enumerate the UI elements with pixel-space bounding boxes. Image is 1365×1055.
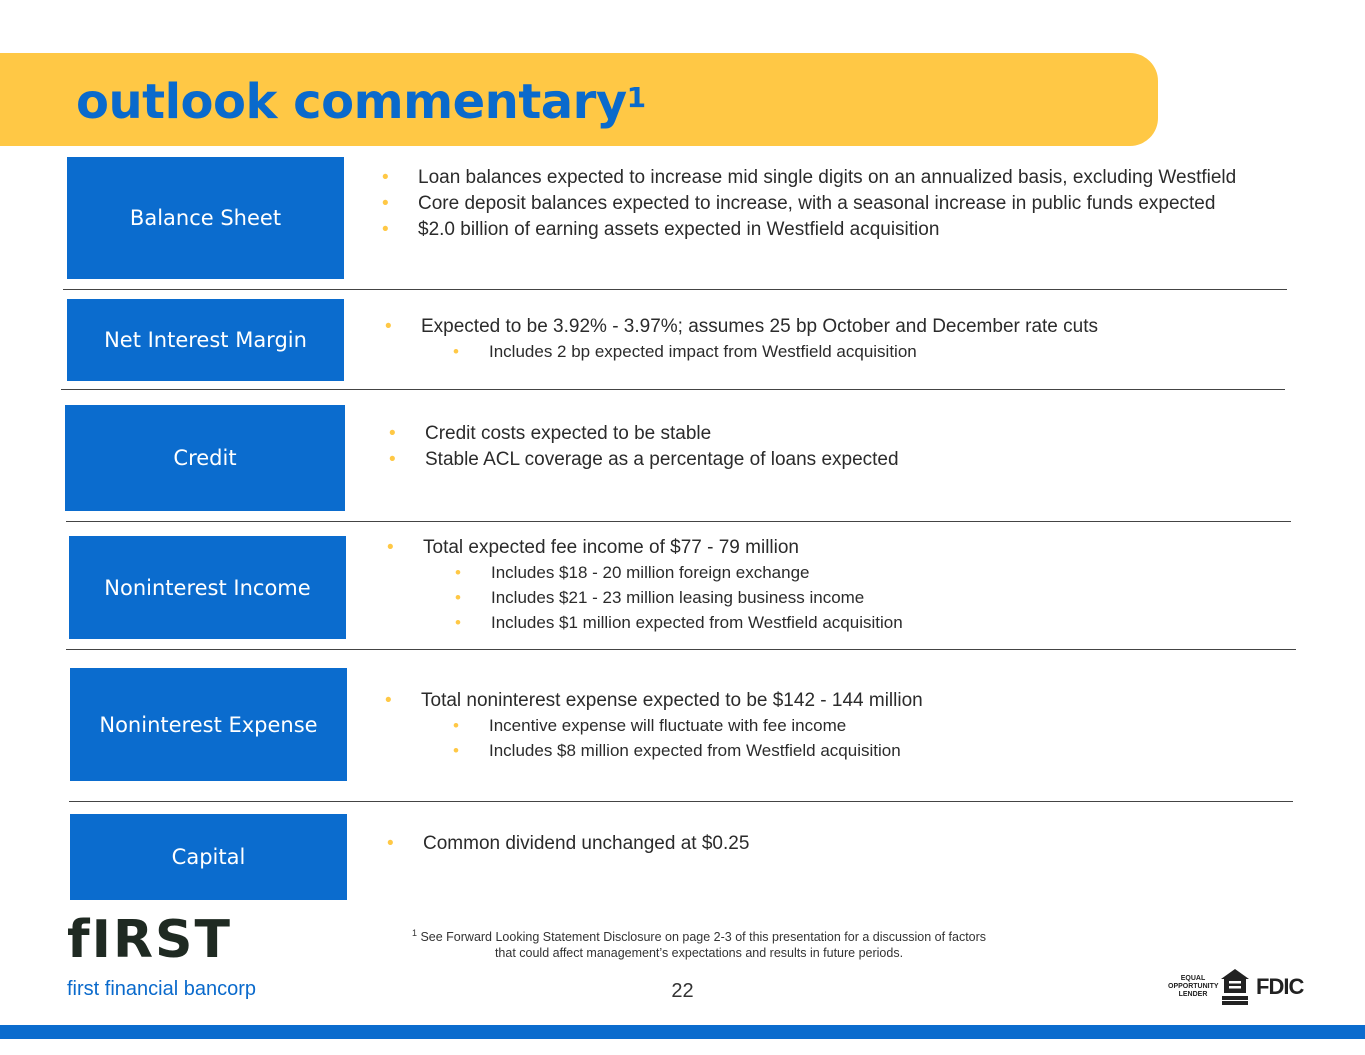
sub-bullet: • Includes $8 million expected from Westfield acquisition (385, 740, 1285, 762)
bullet: • Total expected fee income of $77 - 79 million (387, 536, 1287, 559)
section-divider (66, 521, 1291, 522)
bullet: • $2.0 billion of earning assets expected in Westfield acquisition (382, 218, 1302, 241)
section-label-credit: Credit (65, 405, 345, 511)
bullet: • Total noninterest expense expected to be $142 - 144 million (385, 689, 1285, 712)
section-content-noninterest-income (387, 536, 1287, 637)
section-label-noninterest-expense: Noninterest Expense (70, 668, 347, 781)
bottom-accent-bar (0, 1025, 1365, 1039)
bullet: • Loan balances expected to increase mid single digits on an annualized basis, excluding Westfield (382, 166, 1302, 189)
fdic-logo: FDIC (1256, 974, 1304, 999)
sub-bullet: • Incentive expense will fluctuate with fee income (385, 715, 1285, 737)
section-content-net-interest-margin (385, 315, 1285, 366)
section-content-capital (387, 832, 1287, 858)
section-content-credit (389, 422, 1289, 474)
company-logo: fIRST (67, 910, 232, 970)
bullet: • Credit costs expected to be stable (389, 422, 1289, 445)
section-label-balance-sheet: Balance Sheet (67, 157, 344, 279)
bullet: • Common dividend unchanged at $0.25 (387, 832, 1287, 855)
section-divider (61, 389, 1285, 390)
section-label-net-interest-margin: Net Interest Margin (67, 299, 344, 381)
footnote: $^1$ See Forward Looking Statement Disclosure on page 2-3 of this presentation for a discussion of factors that could affect management’s expectations and results in future periods. (411, 928, 987, 961)
section-divider (63, 289, 1287, 290)
equal-housing-lender-icon (1220, 968, 1250, 1006)
page-title: outlook commentary$^1$ (76, 74, 646, 130)
bullet: • Expected to be 3.92% - 3.97%; assumes 25 bp October and December rate cuts (385, 315, 1285, 338)
sub-bullet: • Includes $18 - 20 million foreign exchange (387, 562, 1287, 584)
equal-opportunity-lender-badge: EQUAL OPPORTUNITY LENDER (1168, 975, 1219, 998)
section-label-noninterest-income: Noninterest Income (69, 536, 346, 639)
company-tagline: first financial bancorp (67, 978, 256, 1000)
section-divider (69, 801, 1293, 802)
section-divider (66, 649, 1296, 650)
page-number: 22 (671, 980, 694, 1002)
bullet: • Stable ACL coverage as a percentage of loans expected (389, 448, 1289, 471)
sub-bullet: • Includes $1 million expected from Westfield acquisition (387, 612, 1287, 634)
bullet: • Core deposit balances expected to increase, with a seasonal increase in public funds expected (382, 192, 1302, 215)
section-content-noninterest-expense (385, 689, 1285, 765)
sub-bullet: • Includes 2 bp expected impact from Westfield acquisition (385, 341, 1285, 363)
section-content-balance-sheet (382, 166, 1302, 244)
section-label-capital: Capital (70, 814, 347, 900)
sub-bullet: • Includes $21 - 23 million leasing business income (387, 587, 1287, 609)
